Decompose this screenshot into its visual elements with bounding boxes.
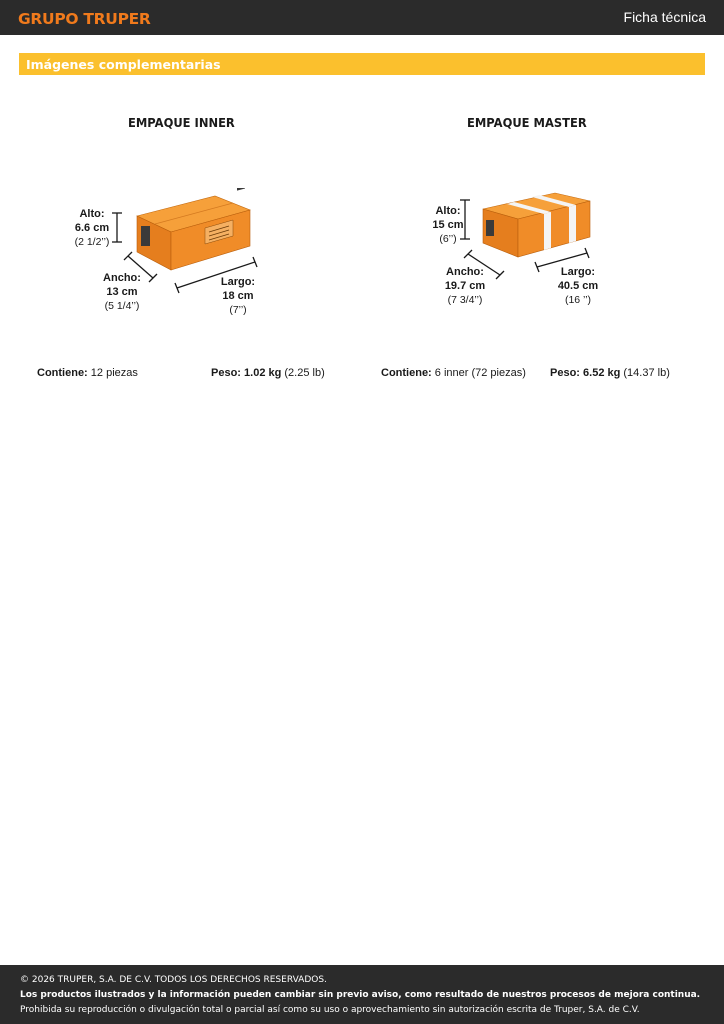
header-bar: [0, 0, 724, 35]
section-title: Imágenes complementarias: [26, 57, 221, 72]
inner-ancho-inches: (5 1/4’’): [104, 300, 140, 312]
inner-ancho-label: Ancho:: [103, 272, 141, 284]
master-alto-label: Alto:: [435, 205, 461, 217]
document-title: Ficha técnica: [623, 9, 706, 25]
master-contents-label: Contiene:: [381, 367, 432, 379]
inner-ancho-value: 13 cm: [106, 286, 138, 298]
brand-logo[interactable]: GRUPO TRUPER: [18, 10, 151, 28]
master-largo: [553, 265, 603, 307]
inner-largo: [214, 275, 262, 317]
inner-weight-lb: (2.25 lb): [281, 367, 325, 379]
master-ancho-inches: (7 3/4’’): [447, 294, 483, 306]
inner-package-title: EMPAQUE INNER: [128, 115, 235, 130]
footer: [0, 965, 724, 1024]
master-alto: [430, 204, 466, 246]
master-ancho-value: 19.7 cm: [444, 280, 486, 292]
inner-largo-inches: (7’’): [229, 304, 247, 316]
inner-weight: [211, 367, 325, 379]
footer-copyright: © 2026 TRUPER, S.A. DE C.V. TODOS LOS DERECHOS RESERVADOS.: [20, 975, 327, 985]
inner-alto-inches: (2 1/2’’): [74, 236, 110, 248]
inner-alto-value: 6.6 cm: [74, 222, 110, 234]
master-weight-kg: 6.52 kg: [579, 367, 621, 379]
master-largo-inches: (16 ’’): [564, 294, 592, 306]
inner-largo-label: Largo:: [220, 276, 256, 288]
master-contents: [381, 367, 526, 379]
section-header: [19, 53, 705, 75]
inner-contents-label: Contiene:: [37, 367, 88, 379]
inner-alto: [70, 207, 114, 249]
master-contents-value: 6 inner (72 piezas): [431, 367, 526, 379]
master-alto-value: 15 cm: [432, 219, 464, 231]
inner-contents-value: 12 piezas: [87, 367, 138, 379]
master-weight-lb: (14.37 lb): [620, 367, 670, 379]
master-ancho-label: Ancho:: [446, 266, 484, 278]
master-ancho: [440, 265, 490, 307]
inner-largo-value: 18 cm: [222, 290, 254, 302]
master-weight-label: Peso:: [550, 367, 580, 379]
master-package-title: EMPAQUE MASTER: [467, 115, 587, 130]
master-alto-inches: (6’’): [439, 233, 457, 245]
inner-alto-label: Alto:: [79, 208, 105, 220]
inner-ancho: [98, 271, 146, 313]
master-largo-value: 40.5 cm: [557, 280, 599, 292]
footer-notice: Los productos ilustrados y la información pueden cambiar sin previo aviso, como resultado de nuestros procesos de mejora continua.: [20, 990, 701, 1000]
footer-prohibition: Prohibida su reproducción o divulgación total o parcial así como su uso o aprovechamiento sin autorización escrita de Truper, S.A. de C.V.: [20, 1005, 640, 1015]
inner-weight-label: Peso:: [211, 367, 241, 379]
master-largo-label: Largo:: [560, 266, 596, 278]
inner-weight-kg: 1.02 kg: [240, 367, 282, 379]
master-weight: [550, 367, 670, 379]
inner-contents: [37, 367, 138, 379]
